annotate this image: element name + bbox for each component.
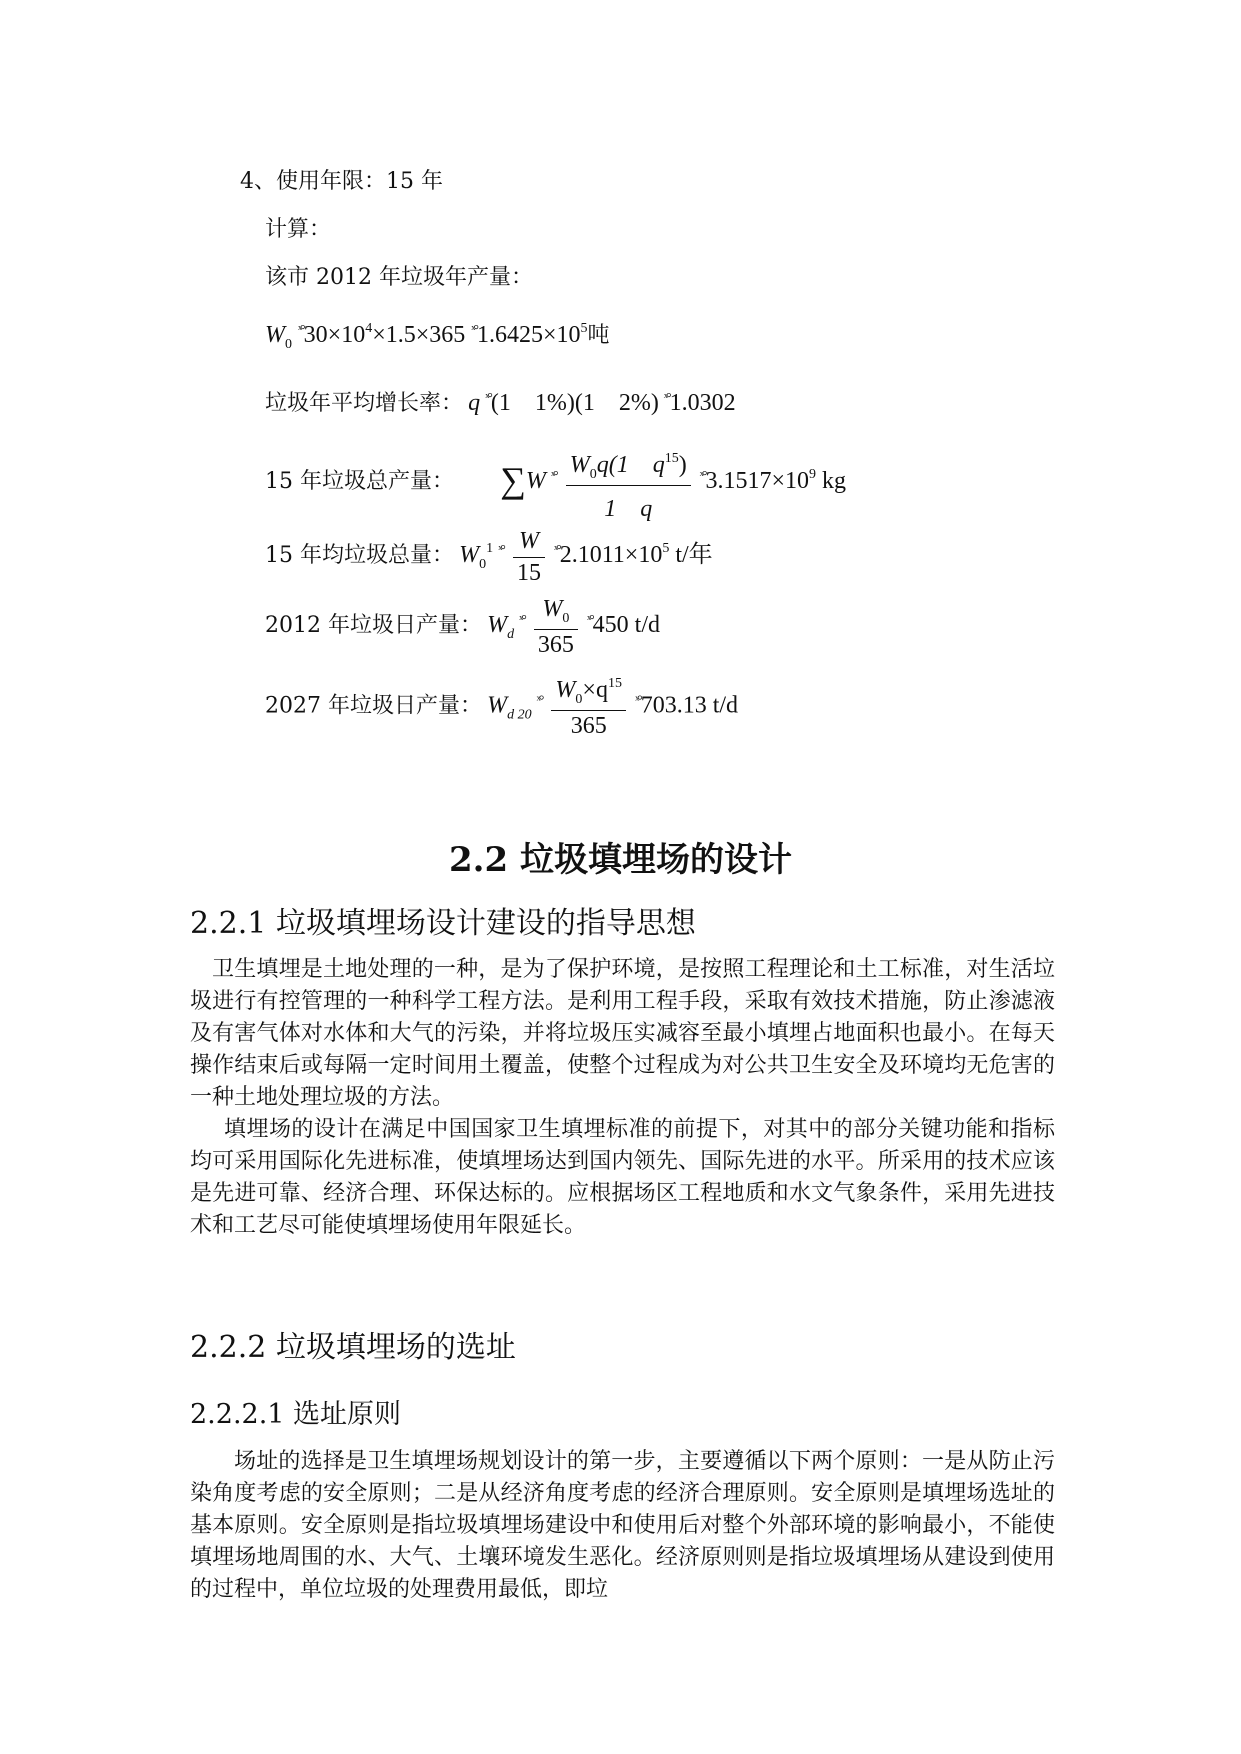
daily2027-numerator-sub: 0 bbox=[575, 692, 583, 707]
service-life-item: 4、使用年限：15 年 bbox=[240, 169, 443, 194]
daily2012-numerator: W bbox=[542, 596, 563, 622]
avg-fraction bbox=[513, 528, 545, 587]
subsection-2-2-2-title: 2.2.2 垃圾填埋场的选址 bbox=[190, 1330, 516, 1365]
growth-result: 1.0302 bbox=[669, 390, 736, 416]
daily2027-fraction bbox=[551, 676, 626, 740]
total-label: 15 年垃圾总产量： bbox=[265, 469, 454, 494]
equals-marker: ˣ° bbox=[519, 613, 525, 628]
w0-exponent: 4 bbox=[365, 321, 373, 336]
equals-marker: ˣ° bbox=[471, 323, 477, 338]
daily2012-denominator: 365 bbox=[537, 632, 574, 658]
equals-marker: ˣ° bbox=[485, 391, 491, 406]
avg-unit: t/年 bbox=[669, 542, 713, 568]
avg-result-exp: 5 bbox=[662, 541, 670, 556]
daily2012-label: 2012 年垃圾日产量： bbox=[265, 613, 482, 638]
total-numerator-close: ) bbox=[678, 452, 687, 478]
equals-marker: ˣ° bbox=[587, 613, 593, 628]
formula-total-15-years bbox=[265, 444, 846, 523]
equals-marker: ˣ° bbox=[536, 693, 543, 709]
daily2012-variable-sub: d bbox=[507, 627, 515, 642]
avg-numerator: W bbox=[513, 528, 545, 558]
w0-subscript: 0 bbox=[285, 337, 292, 352]
formula-daily-2027 bbox=[265, 676, 738, 740]
subsection-2-2-2-1-title: 2.2.2.1 选址原则 bbox=[190, 1399, 402, 1430]
daily2027-numerator: W bbox=[555, 677, 576, 703]
equals-marker: ˣ° bbox=[554, 543, 560, 558]
daily2027-label: 2027 年垃圾日产量： bbox=[265, 693, 482, 719]
section-title: 2.2 垃圾填埋场的设计 bbox=[449, 840, 792, 880]
total-numerator-sub: 0 bbox=[589, 467, 597, 482]
daily2012-variable: W bbox=[487, 612, 508, 638]
avg-variable: W bbox=[459, 542, 480, 568]
daily2012-numerator-sub: 0 bbox=[562, 611, 570, 626]
equals-marker: ˣ° bbox=[298, 323, 304, 338]
total-variable: W bbox=[525, 468, 546, 494]
formula-daily-2012 bbox=[265, 596, 660, 659]
w0-result-exponent: 5 bbox=[580, 321, 588, 336]
total-result: 3.1517×10 bbox=[705, 468, 809, 494]
w0-variable: W bbox=[265, 322, 285, 348]
growth-label: 垃圾年平均增长率： bbox=[265, 391, 464, 416]
formula-average-15-years bbox=[265, 528, 713, 587]
daily2027-numerator-exp: 15 bbox=[607, 676, 622, 691]
total-result-exp: 9 bbox=[809, 467, 816, 482]
avg-label: 15 年均垃圾总量： bbox=[265, 543, 454, 568]
annual-output-intro: 该市 2012 年垃圾年产量： bbox=[265, 265, 533, 290]
daily2027-denominator: 365 bbox=[570, 713, 607, 739]
equals-marker: ˣ° bbox=[635, 693, 641, 709]
avg-variable-sub: 0 bbox=[479, 557, 487, 572]
w0-unit: 吨 bbox=[587, 322, 610, 347]
growth-variable: q bbox=[468, 390, 481, 416]
total-unit: kg bbox=[816, 468, 846, 494]
paragraph-site-selection: 场址的选择是卫生填埋场规划设计的第一步，主要遵循以下两个原则：一是从防止污染角度考虑的安全原则；二是从经济角度考虑的经济合理原则。安全原则是填埋场选址的基本原则。安全原则是指垃圾填埋场建设中和使用后对整个外部环境的影响最小，不能使填埋场地周围的水、大气、土壤环境发生恶化。经济原则则是指垃圾填埋场从建设到使用的过程中，单位垃圾的处理费用最低，即垃 bbox=[190, 1449, 1055, 1602]
subsection-2-2-1-title: 2.2.1 垃圾填埋场设计建设的指导思想 bbox=[190, 906, 696, 941]
sigma-symbol: ∑ bbox=[500, 460, 526, 500]
formula-growth-rate bbox=[265, 382, 736, 417]
daily2027-result: 703.13 t/d bbox=[640, 692, 739, 719]
total-numerator-exp: 15 bbox=[664, 451, 679, 466]
calculation-label: 计算： bbox=[265, 217, 332, 242]
w0-expression-2: ×1.5×365 bbox=[372, 322, 466, 348]
total-fraction bbox=[566, 444, 691, 523]
equals-marker: ˣ° bbox=[550, 469, 557, 484]
total-numerator-w: W bbox=[569, 452, 590, 478]
w0-expression: 30×10 bbox=[303, 322, 366, 348]
equals-marker: ˣ° bbox=[498, 543, 504, 558]
total-numerator-q: q(1 q bbox=[596, 452, 665, 478]
paragraph-sanitary-landfill: 卫生填埋是土地处理的一种，是为了保护环境，是按照工程理论和土工标准，对生活垃圾进行有控管理的一种科学工程方法。是利用工程手段，采取有效技术措施，防止渗滤液及有害气体对水体和大气的污染，并将垃圾压实减容至最小填埋占地面积也最小。在每天操作结束后或每隔一定时间用土覆盖，使整个过程成为对公共卫生安全及环境均无危害的一种土地处理垃圾的方法。 bbox=[190, 957, 1055, 1110]
total-denominator: 1 q bbox=[604, 496, 653, 522]
avg-result: 2.1011×10 bbox=[559, 542, 663, 568]
avg-denominator: 15 bbox=[516, 560, 541, 586]
growth-expression: (1 1%)(1 2%) bbox=[490, 390, 659, 416]
daily2012-result: 450 t/d bbox=[592, 612, 661, 638]
daily2012-fraction bbox=[534, 596, 578, 659]
paragraph-design-standards: 填埋场的设计在满足中国国家卫生填埋标准的前提下，对其中的部分关键功能和指标均可采用国际化先进标准，使填埋场达到国内领先、国际先进的水平。所采用的技术应该是先进可靠、经济合理、环保达标的。应根据场区工程地质和水文气象条件，采用先进技术和工艺尽可能使填埋场使用年限延长。 bbox=[190, 1117, 1055, 1238]
equals-marker: ˣ° bbox=[699, 469, 706, 484]
daily2027-variable-sub: d 20 bbox=[507, 707, 532, 723]
w0-result: 1.6425×10 bbox=[476, 322, 581, 348]
equals-marker: ˣ° bbox=[663, 391, 670, 406]
daily2027-numerator-mid: ×q bbox=[582, 677, 608, 703]
daily2027-variable: W bbox=[487, 692, 508, 719]
avg-variable-sup: 1 bbox=[486, 541, 494, 556]
formula-annual-output bbox=[265, 318, 610, 353]
